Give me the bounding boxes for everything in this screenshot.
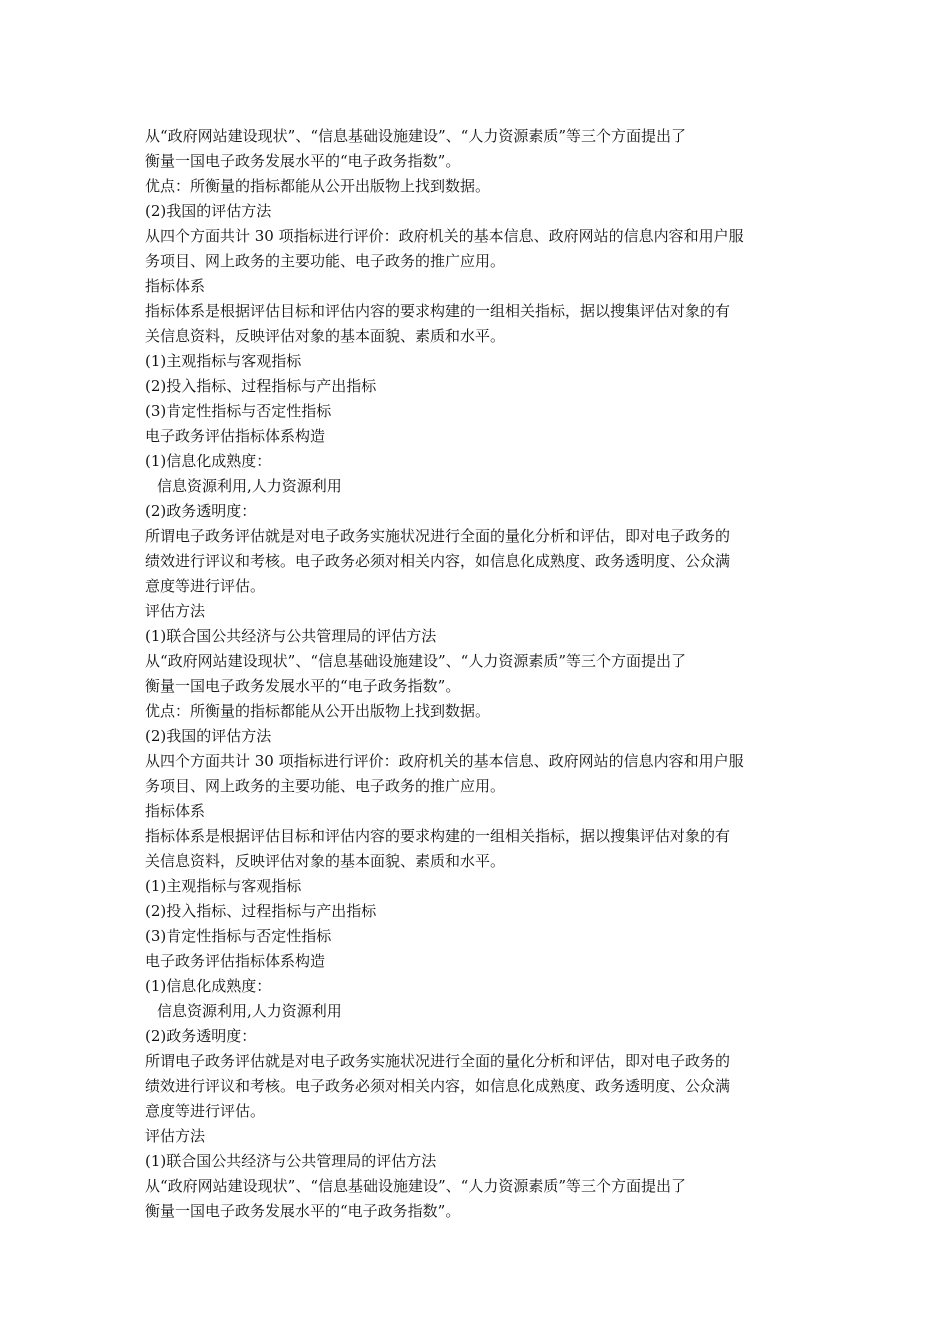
body-line: 指标体系是根据评估目标和评估内容的要求构建的一组相关指标，据以搜集评估对象的有 [145, 827, 731, 845]
body-line: 所谓电子政务评估就是对电子政务实施状况进行全面的量化分析和评估，即对电子政务的 [145, 1052, 731, 1070]
body-line: 优点：所衡量的指标都能从公开出版物上找到数据。 [145, 702, 491, 720]
body-line: 绩效进行评议和考核。电子政务必须对相关内容，如信息化成熟度、政务透明度、公众满 [145, 552, 731, 570]
list-item: (2)投入指标、过程指标与产出指标 [145, 902, 377, 920]
body-line: 从四个方面共计 30 项指标进行评价：政府机关的基本信息、政府网站的信息内容和用户服 [145, 752, 744, 770]
section-heading: 指标体系 [145, 802, 206, 820]
body-line: 意度等进行评估。 [145, 1102, 266, 1120]
list-item: (1)联合国公共经济与公共管理局的评估方法 [145, 627, 437, 645]
section-heading: 电子政务评估指标体系构造 [145, 427, 326, 445]
list-item: (1)主观指标与客观指标 [145, 352, 302, 370]
indented-line: 信息资源利用,人力资源利用 [157, 477, 342, 495]
list-item: (3)肯定性指标与否定性指标 [145, 402, 332, 420]
body-line: 衡量一国电子政务发展水平的“电子政务指数”。 [145, 152, 461, 170]
section-heading: (2)我国的评估方法 [145, 202, 272, 220]
body-line: 从“政府网站建设现状”、“信息基础设施建设”、“人力资源素质”等三个方面提出了 [145, 1177, 687, 1195]
list-item: (2)政务透明度： [145, 502, 257, 520]
list-item: (1)主观指标与客观指标 [145, 877, 302, 895]
body-line: 优点：所衡量的指标都能从公开出版物上找到数据。 [145, 177, 491, 195]
body-line: 务项目、网上政务的主要功能、电子政务的推广应用。 [145, 252, 506, 270]
body-line: 意度等进行评估。 [145, 577, 266, 595]
body-line: 关信息资料，反映评估对象的基本面貌、素质和水平。 [145, 852, 506, 870]
list-item: (1)信息化成熟度： [145, 977, 272, 995]
section-heading: 评估方法 [145, 1127, 206, 1145]
list-item: (1)联合国公共经济与公共管理局的评估方法 [145, 1152, 437, 1170]
section-heading: 电子政务评估指标体系构造 [145, 952, 326, 970]
body-line: 从“政府网站建设现状”、“信息基础设施建设”、“人力资源素质”等三个方面提出了 [145, 652, 687, 670]
body-line: 衡量一国电子政务发展水平的“电子政务指数”。 [145, 1202, 461, 1220]
list-item: (3)肯定性指标与否定性指标 [145, 927, 332, 945]
list-item: (1)信息化成熟度： [145, 452, 272, 470]
body-line: 所谓电子政务评估就是对电子政务实施状况进行全面的量化分析和评估，即对电子政务的 [145, 527, 731, 545]
list-item: (2)政务透明度： [145, 1027, 257, 1045]
body-line: 关信息资料，反映评估对象的基本面貌、素质和水平。 [145, 327, 506, 345]
section-heading: 评估方法 [145, 602, 206, 620]
section-heading: (2)我国的评估方法 [145, 727, 272, 745]
list-item: (2)投入指标、过程指标与产出指标 [145, 377, 377, 395]
section-heading: 指标体系 [145, 277, 206, 295]
body-line: 从“政府网站建设现状”、“信息基础设施建设”、“人力资源素质”等三个方面提出了 [145, 127, 687, 145]
body-line: 衡量一国电子政务发展水平的“电子政务指数”。 [145, 677, 461, 695]
indented-line: 信息资源利用,人力资源利用 [157, 1002, 342, 1020]
body-line: 从四个方面共计 30 项指标进行评价：政府机关的基本信息、政府网站的信息内容和用户服 [145, 227, 744, 245]
body-line: 务项目、网上政务的主要功能、电子政务的推广应用。 [145, 777, 506, 795]
document-body [145, 124, 810, 1224]
body-line: 绩效进行评议和考核。电子政务必须对相关内容，如信息化成熟度、政务透明度、公众满 [145, 1077, 731, 1095]
body-line: 指标体系是根据评估目标和评估内容的要求构建的一组相关指标，据以搜集评估对象的有 [145, 302, 731, 320]
